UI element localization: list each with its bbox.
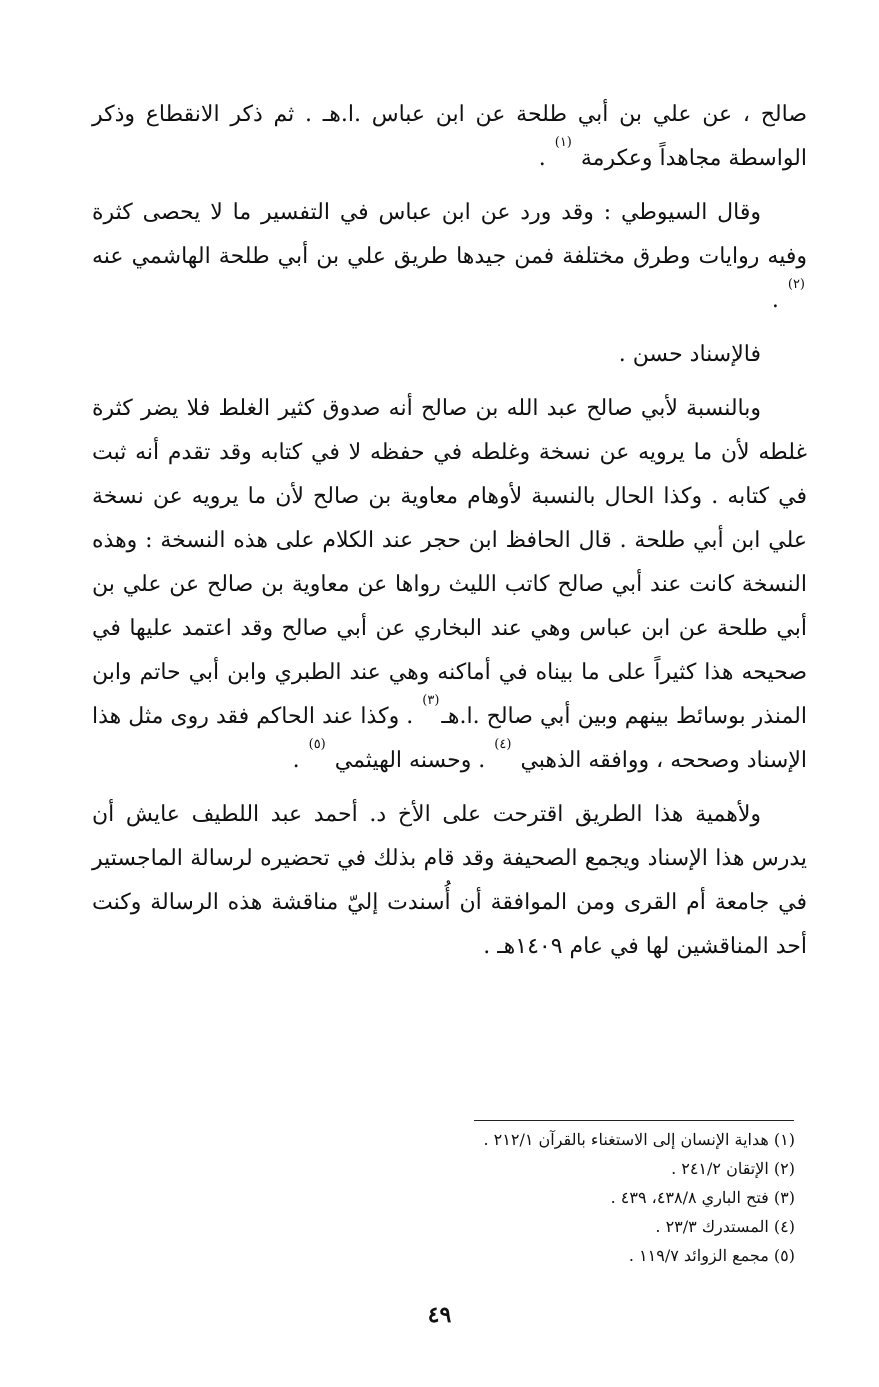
footnotes — [315, 1125, 795, 1270]
paragraph-2: وقال السيوطي : وقد ورد عن ابن عباس في التفسير ما لا يحصى كثرة وفيه روايات وطرق مختلفة فمن جيدها طريق علي بن أبي طلحة الهاشمي عنه $^{(٢)}$ . — [92, 200, 807, 313]
footnote-separator — [474, 1120, 794, 1121]
footnote-ref-2[interactable]: (٢) — [787, 277, 805, 292]
footnote-ref-1[interactable]: (١) — [554, 135, 572, 150]
footnote-3: (٣) فتح الباري ٤٣٨/٨، ٤٣٩ . — [610, 1188, 795, 1207]
main-text — [92, 93, 807, 979]
paragraph-1: صالح ، عن علي بن أبي طلحة عن ابن عباس .ا.هـ . ثم ذكر الانقطاع وذكر الواسطة مجاهداً وعكرمة $^{(١)}$ . — [92, 102, 807, 171]
footnote-1: (١) هداية الإنسان إلى الاستغناء بالقرآن ٢١٢/١ . — [483, 1130, 795, 1149]
footnote-ref-3[interactable]: (٣) — [422, 693, 440, 708]
footnote-2: (٢) الإتقان ٢٤١/٢ . — [671, 1159, 795, 1178]
paragraph-4: وبالنسبة لأبي صالح عبد الله بن صالح أنه صدوق كثير الغلط فلا يضر كثرة غلطه لأن ما يرويه عن نسخة وغلطه في حفظه لا في كتابه وقد تقدم أنه ثبت في كتابه . وكذا الحال بالنسبة لأوهام معاوية بن صالح لأن ما يرويه عن نسخة علي ابن أبي طلحة . قال الحافظ ابن حجر عند الكلام على هذه النسخة : وهذه النسخة كانت عند أبي صالح كاتب الليث رواها عن معاوية بن صالح عن علي بن أبي طلحة عن ابن عباس وهي عند البخاري عن أبي صالح وقد اعتمد عليها في صحيحه هذا كثيراً على ما بيناه في أماكنه وهي عند الطبري وابن أبي حاتم وابن المنذر بوسائط بينهم وبين أبي صالح .ا.هـ$^{(٣)}$ . وكذا عند الحاكم فقد روى مثل هذا الإسناد وصححه ، ووافقه الذهبي $^{(٤)}$ . وحسنه الهيثمي $^{(٥)}$ . — [92, 396, 807, 773]
footnote-4: (٤) المستدرك ٢٣/٣ . — [655, 1217, 795, 1236]
paragraph-5: ولأهمية هذا الطريق اقترحت على الأخ د. أحمد عبد اللطيف عايش أن يدرس هذا الإسناد ويجمع الصحيفة وقد قام بذلك في تحضيره لرسالة الماجستير في جامعة أم القرى ومن الموافقة أن أُسندت إليّ مناقشة هذه الرسالة وكنت أحد المناقشين لها في عام ١٤٠٩هـ . — [92, 802, 807, 959]
footnote-ref-5[interactable]: (٥) — [308, 737, 326, 752]
page-number: ٤٩ — [427, 1302, 452, 1328]
footnote-ref-4[interactable]: (٤) — [494, 737, 512, 752]
paragraph-3: فالإسناد حسن . — [618, 342, 761, 367]
footnote-5: (٥) مجمع الزوائد ١١٩/٧ . — [628, 1246, 795, 1265]
